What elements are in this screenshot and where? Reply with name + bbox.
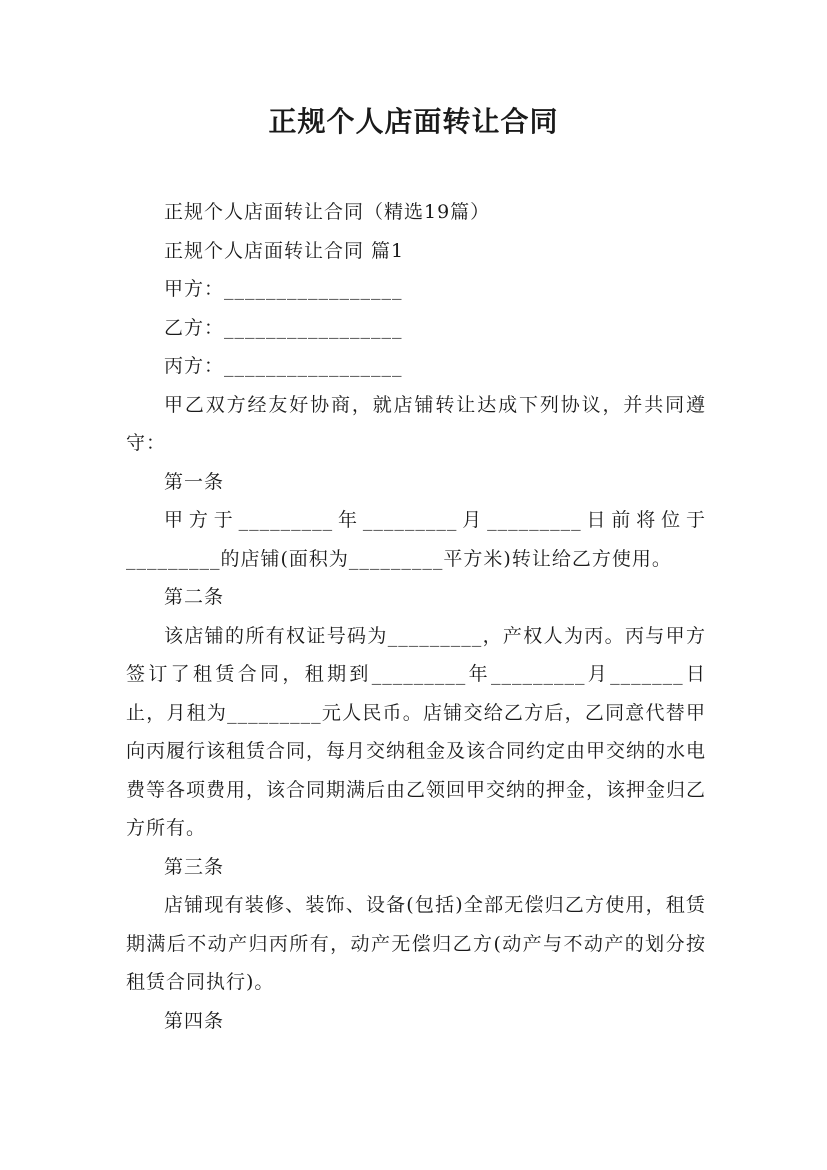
document-title: 正规个人店面转让合同 [268,105,559,138]
section-heading: 正规个人店面转让合同 篇1 [164,239,405,262]
preamble-paragraph: 甲乙双方经友好协商，就店铺转让达成下列协议，并共同遵守： [126,393,706,454]
article-1-heading: 第一条 [164,470,225,493]
article-3-heading: 第三条 [164,855,225,878]
article-2-heading: 第二条 [164,586,225,608]
party-a-line: 甲方：_________________ [164,278,403,300]
document-body [126,193,706,1040]
article-2-text: 该店铺的所有权证号码为_________，产权人为丙。丙与甲方签订了租赁合同，租期到_________年_________月_______日止，月租为_________元人民币。店铺交给乙方后，乙同意代替甲向丙履行该租赁合同，每月交纳租金及该合同约定由甲交纳的水电费等各项费用，该合同期满后由乙领回甲交纳的押金，该押金归乙方所有。 [126,624,707,839]
article-4-heading: 第四条 [164,1009,225,1032]
article-1-text: 甲方于_________年_________月_________日前将位于_________的店铺(面积为_________平方米)转让给乙方使用。 [126,509,706,570]
party-c-line: 丙方：_________________ [164,355,403,377]
doc-subtitle: 正规个人店面转让合同（精选19篇） [164,201,491,223]
article-3-text: 店铺现有装修、装饰、设备(包括)全部无偿归乙方使用，租赁期满后不动产归丙所有，动产无偿归乙方(动产与不动产的划分按租赁合同执行)。 [126,894,706,993]
party-b-line: 乙方：_________________ [164,316,403,339]
